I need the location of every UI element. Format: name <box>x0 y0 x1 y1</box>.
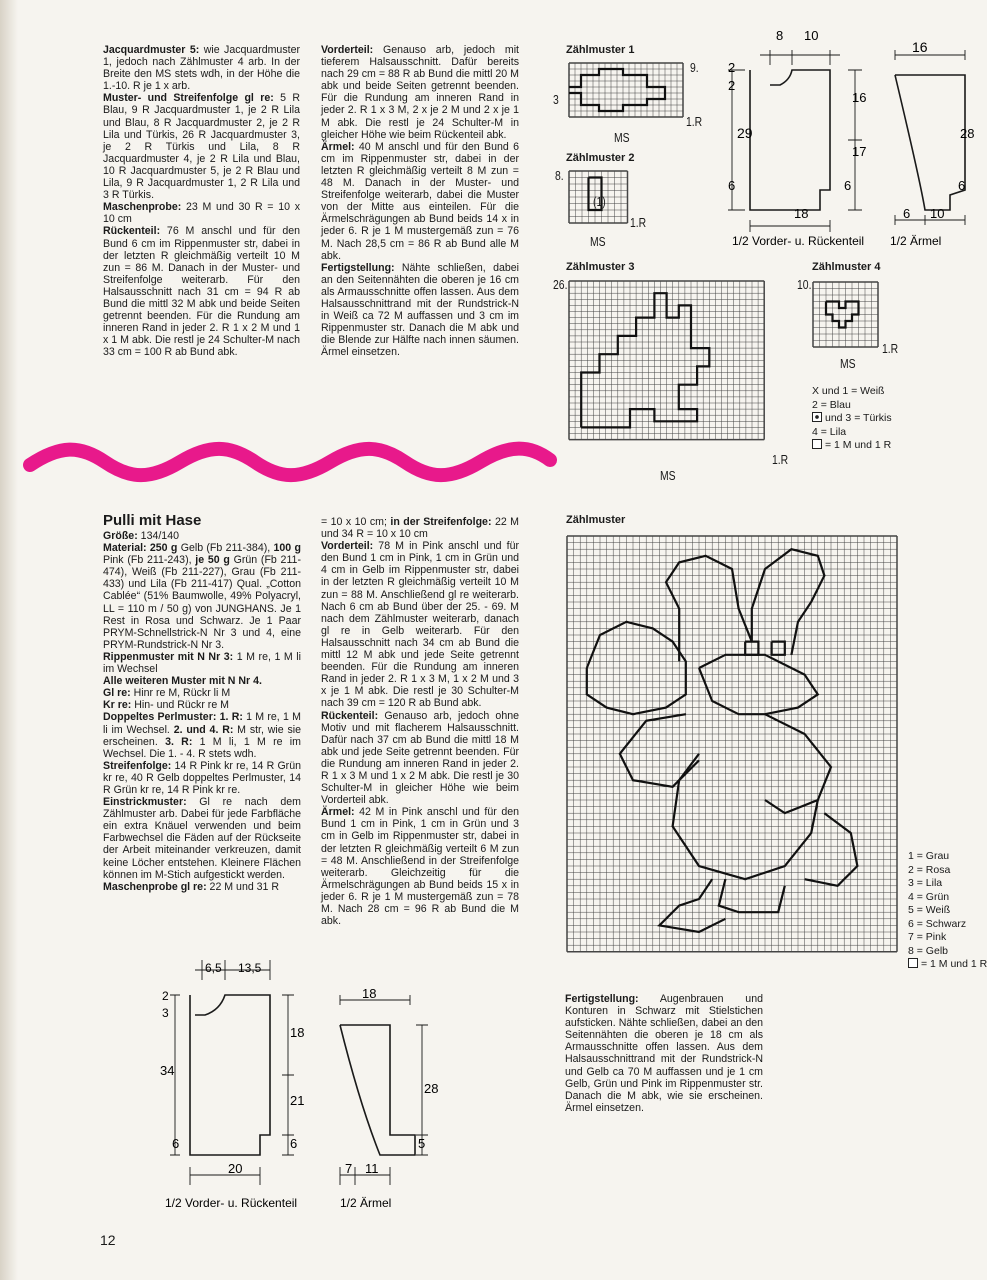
legend-entry: X und 1 = Weiß <box>812 385 885 397</box>
legend-entry: 3 = Lila <box>908 877 943 889</box>
sb-34: 34 <box>160 1063 175 1078</box>
paragraph: Fertigstellung: Augenbrauen und Konturen in Schwarz mit Stielstichen aufsticken. Nähte schließen, dabei an den Seitennähten die oberen je 18 cm als Armausschnitte offen lassen. Aus dem Halsausschnittrand mit der Rundstrick-N und Gelb ca 70 M auffassen und je 1 cm Gelb, Grün und Pink im Rippenmuster str. Danach die M abk, wie sie erscheinen. Ärmel einsetzen. <box>565 993 763 1114</box>
sb-18: 18 <box>290 1025 305 1040</box>
paragraph: Kr re: Hin- und Rückr re M <box>103 699 229 712</box>
paragraph: Rückenteil: 76 M anschl und für den Bund 6 cm im Rippenmuster str, dabei in der letzten R gleichmäßig verteilt 10 M zun = 86 M. Danach in der Muster- und Streifenfolge weiterarb. Für den Halsausschnitt nach 31 cm = 94 R ab Bund die mittl 32 M abk und beide Seiten getrennt beenden. Für die Rundung am inneren Rand in jeder 2. R 1 x 2 M und 1 x 1 M abk. Die restl je 24 Schulter-M nach 33 cm = 100 R ab Bund abk. <box>103 225 300 359</box>
sk-18: 18 <box>794 206 809 221</box>
zaehlmuster-1-grid <box>568 62 684 118</box>
paragraph: Vorderteil: 78 M in Pink anschl und für den Bund 1 cm in Pink, 1 cm in Grün und 4 cm in Gelb im Rippenmuster str, dabei in der letzten R gleichmäßig verteilt 10 M zun = 88 M. Anschließend gl re weiterarb. Nach 6 cm ab Bund über der 25. - 69. M nach dem Zählmuster weiterarb, danach gl re in Gelb weiterarb. Für den Halsausschnitt nach 34 cm ab Bund die mittl 12 M abk und jede Seite getrennt beenden. Für die Rundung am inneren Rand in jeder 2. R 1 x 3 M, 1 x 2 M und 3 x je 1 M abk. Die restl je 30 Schulter-M nach 39 cm = 120 R ab Bund abk. <box>321 540 519 710</box>
schematic-bottom <box>150 955 450 1215</box>
zaehlmuster-3-label: Zählmuster 3 <box>566 261 635 273</box>
paragraph: Einstrickmuster: Gl re nach dem Zählmuster arb. Dabei für jede Farbfläche ein extra Knäuel verwenden und beim Farbwechsel die Fäden auf der Rückseite der Arbeit miteinander verkreuzen, damit keine Löcher entstehen. Kleinere Flächen können im M-Stich aufgestickt werden. <box>103 796 301 881</box>
pulli-instructions <box>103 512 301 893</box>
sk-6d: 6 <box>903 206 911 221</box>
paragraph: Maschenprobe: 23 M und 30 R = 10 x 10 cm <box>103 201 300 226</box>
zaehlmuster-3-grid <box>568 280 765 441</box>
legend-entry: 4 = Grün <box>908 890 950 903</box>
instructions-column-1 <box>103 44 300 358</box>
paragraph: Maschenprobe gl re: 22 M und 31 R <box>103 880 280 893</box>
sb-6b: 6 <box>290 1136 298 1151</box>
z2-1-label: (1) <box>593 194 606 209</box>
sk-6c: 6 <box>958 178 966 193</box>
sb-cap1: 1/2 Vorder- u. Rückenteil <box>165 1196 298 1210</box>
paragraph: Rippenmuster mit N Nr 3: 1 M re, 1 M li im Wechsel <box>103 650 301 676</box>
sb-6a: 6 <box>172 1136 180 1151</box>
z3-r1-label: 1.R <box>772 452 789 467</box>
pink-wave-divider <box>30 440 550 490</box>
sk-17: 17 <box>852 144 867 159</box>
sk-cap1: 1/2 Vorder- u. Rückenteil <box>732 234 865 248</box>
swatch-icon <box>908 958 918 968</box>
z3-row-label: 26. <box>553 277 568 292</box>
z3-ms-label: MS <box>660 468 676 483</box>
legend-entry: 6 = Schwarz <box>908 917 967 930</box>
z4-r1-label: 1.R <box>882 341 899 356</box>
legend-entry: 7 = Pink <box>908 931 947 943</box>
paragraph: Vorderteil: Genauso arb, jedoch mit tieferem Halsausschnitt. Dafür bereits nach 29 cm = 88 R ab Bund die mittl 20 M abk und beide Seiten getrennt beenden. Für die Rundung am inneren Rand in jeder 2. R 1 x 3 M, 2 x je 2 M und 2 x je 1 M abk. Die restl je 24 Schulter-M in gleicher Höhe wie beim Rückenteil abk. <box>321 44 519 141</box>
legend-entry: 1 = Grau <box>908 850 950 862</box>
sk-29: 29 <box>737 125 753 141</box>
sb-5: 5 <box>418 1136 426 1151</box>
zaehlmuster-hase-grid <box>566 535 898 953</box>
sk-6b: 6 <box>844 178 852 193</box>
legend-bottom <box>908 850 987 972</box>
sk-10b: 10 <box>930 206 945 221</box>
legend-entry: 2 = Rosa <box>908 863 951 876</box>
z1-r1-label: 1.R <box>686 114 703 129</box>
paragraph: Ärmel: 42 M in Pink anschl und für den Bund 1 cm in Pink, 1 cm in Grün und 3 cm in Gelb im Rippenmuster str, dabei in der letzten R gleichmäßig verteilt 6 M zun = 48 M. Anschließend in der Streifenfolge weiterarb. Gleichzeitig für die Ärmelschrägungen ab Bund beids 15 x in jeder 6. R je 1 M mustergemäß zun = 78 M. Nach 28 cm = 96 R ab Bund die M abk. <box>321 806 519 928</box>
zaehlmuster-1-label: Zählmuster 1 <box>566 44 635 56</box>
sk-10: 10 <box>804 28 819 43</box>
swatch-icon <box>812 439 822 449</box>
sb-135: 13,5 <box>238 961 262 975</box>
page-number: 12 <box>100 1232 116 1248</box>
paragraph: Gl re: Hinr re M, Rückr li M <box>103 687 231 700</box>
sb-65: 6,5 <box>205 961 222 975</box>
z2-ms-label: MS <box>590 234 606 249</box>
z1-3-label: 3 <box>553 92 559 107</box>
sb-28: 28 <box>424 1081 439 1096</box>
sb-2: 2 <box>162 989 169 1003</box>
legend-entry: = 1 M und 1 R <box>812 439 892 453</box>
instructions-column-2-bottom <box>321 516 519 927</box>
legend-entry: 2 = Blau <box>812 398 851 411</box>
sk-8: 8 <box>776 28 784 43</box>
fertigstellung-right <box>565 993 763 1114</box>
zaehlmuster-4-grid <box>812 281 879 348</box>
sb-3: 3 <box>162 1006 169 1020</box>
z2-row-label: 8. <box>555 168 564 183</box>
zaehlmuster-label: Zählmuster <box>566 514 626 526</box>
legend-entry: 8 = Gelb <box>908 944 948 957</box>
paragraph: Ärmel: 40 M anschl und für den Bund 6 cm im Rippenmuster str, dabei in der letzten R gleichmäßig verteilt 8 M zun = 48 M. Danach in der Muster- und Streifenfolge weiterarb, dabei die Muster von der Mitte aus einteilen. Für die Ärmelschrägungen ab Bund beids 14 x in jeder 6. R je 1 M mustergemäß zun = 76 M. Nach 28,5 cm = 86 R ab Bund alle M abk. <box>321 140 519 262</box>
paragraph: Fertigstellung: Nähte schließen, dabei an den Seitennähten die oberen je 16 cm als Armausschnitte offen lassen. Aus dem Halsausschnittrand mit der Rundstrick-N in Weiß ca 72 M auffassen und 3 cm im Rippenmuster str. Danach die M abk und die Blende zur Hälfte nach innen säumen. Ärmel einsetzen. <box>321 261 519 359</box>
paragraph: Muster- und Streifenfolge gl re: 5 R Blau, 9 R Jacquardmuster 1, je 2 R Lila und Blau, 8 R Jacquardmuster 2, je 2 R Lila und Türkis, 26 R Jacquardmuster 3, je 2 R Türkis und Lila, 8 R Jacquardmuster 4, je 2 R Lila und Blau, 10 R Jacquardmuster 5, je 2 R Blau und Lila, 9 R Jacquardmuster 1, 2 R Lila und 3 R Türkis. <box>103 92 300 202</box>
sb-7: 7 <box>345 1161 353 1176</box>
swatch-icon <box>812 412 822 422</box>
sk-cap2: 1/2 Ärmel <box>890 234 942 248</box>
legend-entry: 4 = Lila <box>812 425 847 438</box>
legend-entry: 5 = Weiß <box>908 904 951 916</box>
sk-6a: 6 <box>728 178 736 193</box>
sb-11: 11 <box>365 1161 379 1176</box>
paragraph: = 10 x 10 cm; in der Streifenfolge: 22 M und 34 R = 10 x 10 cm <box>321 516 519 541</box>
paragraph: Rückenteil: Genauso arb, jedoch ohne Motiv und mit flacherem Halsausschnitt. Dafür nach 37 cm ab Bund die mittl 18 M abk und jede Seite getrennt beenden. Für die Rundung am inneren Rand in jeder 2. R 1 x 3 M und 1 x 2 M abk. Die restl je 30 Schulter-M in gleicher Höhe wie beim Vorderteil abk. <box>321 709 519 807</box>
sk-16: 16 <box>852 90 867 105</box>
z4-ms-label: MS <box>840 356 856 371</box>
sb-18b: 18 <box>362 986 377 1001</box>
sb-20: 20 <box>228 1161 243 1176</box>
z2-r1-label: 1.R <box>630 215 647 230</box>
paragraph: Jacquardmuster 5: wie Jacquardmuster 1, jedoch nach Zählmuster 4 arb. In der Breite den MS stets wdh, in der Höhe die 1.-10. R je 1 x arb. <box>103 44 300 93</box>
paragraph: Größe: 134/140 <box>103 530 179 542</box>
paragraph: Material: 250 g Gelb (Fb 211-384), 100 g Pink (Fb 211-243), je 50 g Grün (Fb 211-474), Weiß (Fb 211-227), Grau (Fb 211-433) und Lila (Fb 211-417) Qual. „Cotton Cablée“ (51% Baumwolle, 49% Polyacryl, LL = 110 m / 50 g) von JUNGHANS. Je 1 Rest in Rosa und Schwarz. Je 1 Paar PRYM-Schnellstrick-N Nr 3 und 4, eine PRYM-Rundstrick-N Nr 3. <box>103 542 301 651</box>
sb-cap2: 1/2 Ärmel <box>340 1196 392 1210</box>
page-edge-shadow <box>0 0 18 1280</box>
legend-entry: = 1 M und 1 R <box>908 958 987 972</box>
sk-2a: 2 <box>728 60 736 75</box>
paragraph: Alle weiteren Muster mit N Nr 4. <box>103 675 262 688</box>
sk-28: 28 <box>960 126 975 141</box>
z1-row-label: 9. <box>690 60 699 75</box>
sk-2b: 2 <box>728 78 736 93</box>
pulli-title: Pulli mit Hase <box>103 512 202 529</box>
legend-top <box>812 385 892 453</box>
paragraph: Doppeltes Perlmuster: 1. R: 1 M re, 1 M li im Wechsel. 2. und 4. R: M str, wie sie erscheinen. 3. R: 1 M li, 1 M re im Wechsel. Die 1. - 4. R stets wdh. <box>103 711 301 760</box>
legend-entry: und 3 = Türkis <box>812 412 892 426</box>
sb-21: 21 <box>290 1093 305 1108</box>
instructions-column-2 <box>321 44 519 358</box>
schematic-top <box>720 20 976 250</box>
zaehlmuster-2-label: Zählmuster 2 <box>566 152 635 164</box>
zaehlmuster-4-label: Zählmuster 4 <box>812 261 881 273</box>
paragraph: Streifenfolge: 14 R Pink kr re, 14 R Grün kr re, 40 R Gelb doppeltes Perlmuster, 14 R Grün kr re, 14 R Pink kr re. <box>103 759 301 796</box>
z4-row-label: 10. <box>797 277 812 292</box>
z1-ms-label: MS <box>614 130 630 145</box>
sk-16a: 16 <box>912 39 928 55</box>
